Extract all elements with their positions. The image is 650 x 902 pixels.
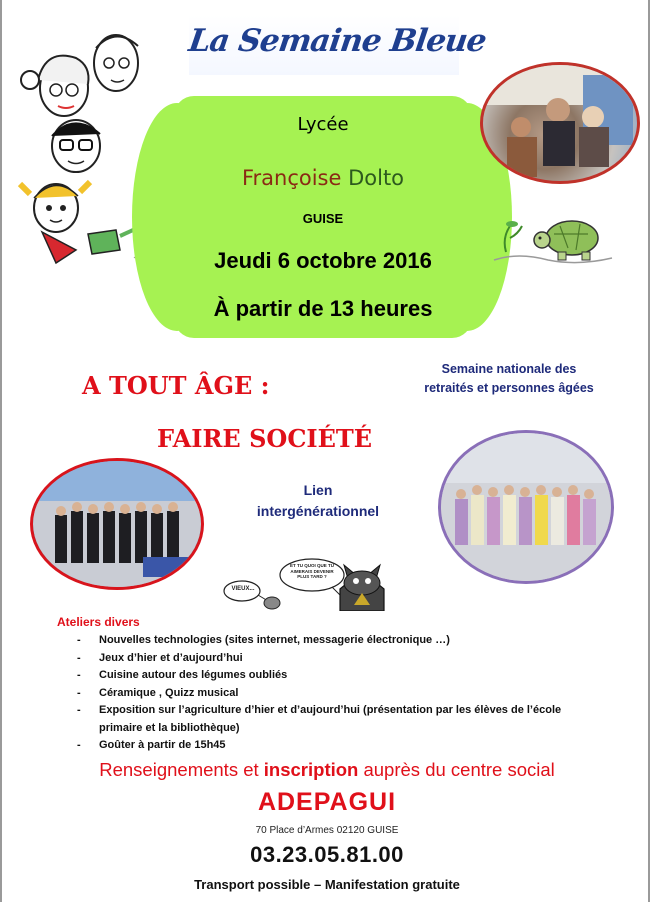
organization-name: ADEPAGUI xyxy=(257,788,397,816)
cartoon-bubble-2: ET TU QUOI QUE TU AIMERAIS DEVENIR PLUS TARD ? xyxy=(289,563,334,579)
turtle-illustration xyxy=(488,208,616,272)
list-item: - Exposition sur l’agriculture d’hier et d’aujourd’hui (présentation par les élèves de l’école primaire et la bibliothèque) xyxy=(77,704,562,734)
venue-type: Lycée xyxy=(297,114,349,135)
list-item: - Nouvelles technologies (sites internet, messagerie électronique …) xyxy=(77,634,450,646)
address: 70 Place d’Armes 02120 GUISE xyxy=(255,825,399,836)
school-first-name: Françoise xyxy=(241,166,342,190)
tagline-line-1: A TOUT ÂGE : xyxy=(82,371,270,400)
info-part-1: Renseignements et xyxy=(99,759,264,780)
event-date: Jeudi 6 octobre 2016 xyxy=(214,248,432,273)
list-item: - Céramique , Quizz musical xyxy=(77,686,239,699)
lien-text xyxy=(228,480,408,522)
list-item: - Goûter à partir de 15h45 xyxy=(77,739,226,751)
ateliers-list xyxy=(77,632,597,755)
info-part-3: auprès du centre social xyxy=(358,759,555,780)
cartoon-bubble-1: VIEUX... xyxy=(231,586,255,592)
lien-line-2: intergénérationnel xyxy=(256,503,380,519)
list-item: - Jeux d’hier et d’aujourd’hui xyxy=(77,651,243,664)
venue-city: GUISE xyxy=(302,211,344,226)
national-week-text xyxy=(404,360,614,398)
info-part-2: inscription xyxy=(263,759,359,780)
event-time: À partir de 13 heures xyxy=(213,296,433,321)
school-name xyxy=(174,166,472,190)
national-week-line-1: Semaine nationale des xyxy=(441,362,577,376)
cat-cartoon xyxy=(222,557,422,611)
photo-group-participants xyxy=(438,430,614,584)
school-last-name: Dolto xyxy=(348,166,405,190)
info-line xyxy=(2,759,650,781)
photo-workshop xyxy=(480,62,640,184)
phone-number: 03.23.05.81.00 xyxy=(250,842,404,867)
logo-text: La Semaine Bleue xyxy=(186,23,488,59)
ateliers-title: Ateliers divers xyxy=(57,615,140,629)
footer-note: Transport possible – Manifestation gratuite xyxy=(194,877,460,892)
national-week-line-2: retraités et personnes âgées xyxy=(424,381,594,395)
lien-line-1: Lien xyxy=(303,482,333,498)
list-item: - Cuisine autour des légumes oubliés xyxy=(77,669,288,681)
photo-group-students xyxy=(30,458,204,590)
tagline-line-2: FAIRE SOCIÉTÉ xyxy=(157,424,373,453)
logo xyxy=(186,15,488,75)
